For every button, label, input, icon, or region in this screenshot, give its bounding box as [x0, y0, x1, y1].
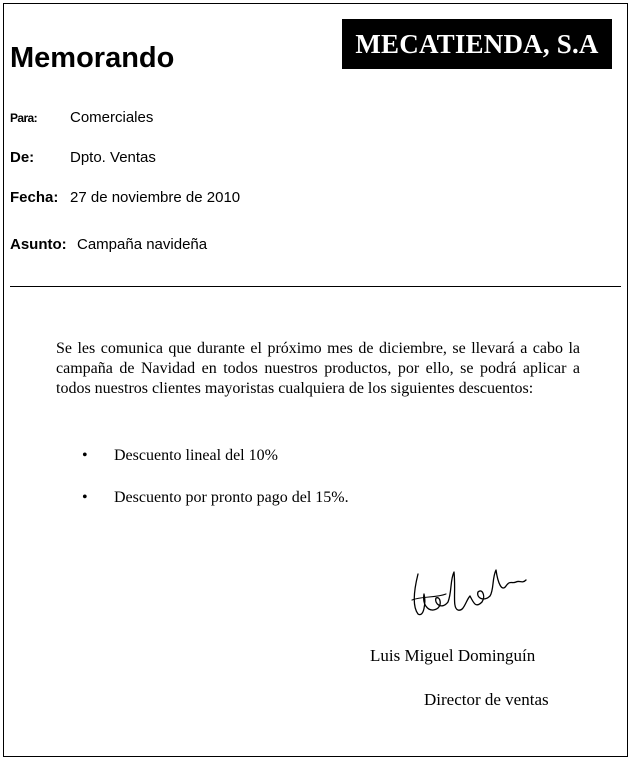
field-para-value: Comerciales: [70, 109, 154, 126]
field-de: [10, 149, 156, 166]
field-de-label: De:: [10, 149, 35, 166]
company-banner: [342, 19, 612, 69]
company-name: MECATIENDA, S.A: [355, 28, 599, 59]
field-asunto-label: Asunto:: [10, 236, 67, 253]
field-para: [10, 109, 154, 126]
list-item-text: Descuento lineal del 10%: [114, 447, 278, 464]
memo-body-paragraph: Se les comunica que durante el próximo mes de diciembre, se llevará a cabo la campaña de Navidad en todos nuestros productos, por ello, se podrá aplicar a todos nuestros clientes mayoristas cualquiera de los siguientes descuentos:: [56, 340, 580, 397]
bullet-icon: •: [82, 489, 88, 506]
discount-list: [82, 446, 349, 530]
memo-page: [3, 3, 628, 757]
signature-icon: [406, 562, 531, 622]
list-item-text: Descuento por pronto pago del 15%.: [114, 489, 349, 506]
field-fecha-value: 27 de noviembre de 2010: [70, 189, 241, 206]
bullet-icon: •: [82, 447, 88, 464]
header-divider: [10, 286, 621, 287]
field-fecha-label: Fecha:: [10, 189, 59, 206]
field-fecha: [10, 189, 241, 206]
field-de-value: Dpto. Ventas: [70, 149, 156, 166]
signer-role: Director de ventas: [424, 690, 549, 709]
signer-name: Luis Miguel Dominguín: [370, 646, 536, 665]
list-item: [82, 446, 349, 466]
field-para-label: Para:: [10, 111, 38, 125]
memo-title: Memorando: [10, 42, 175, 74]
field-asunto: [10, 236, 208, 253]
list-item: [82, 488, 349, 508]
field-asunto-value: Campaña navideña: [77, 236, 208, 253]
